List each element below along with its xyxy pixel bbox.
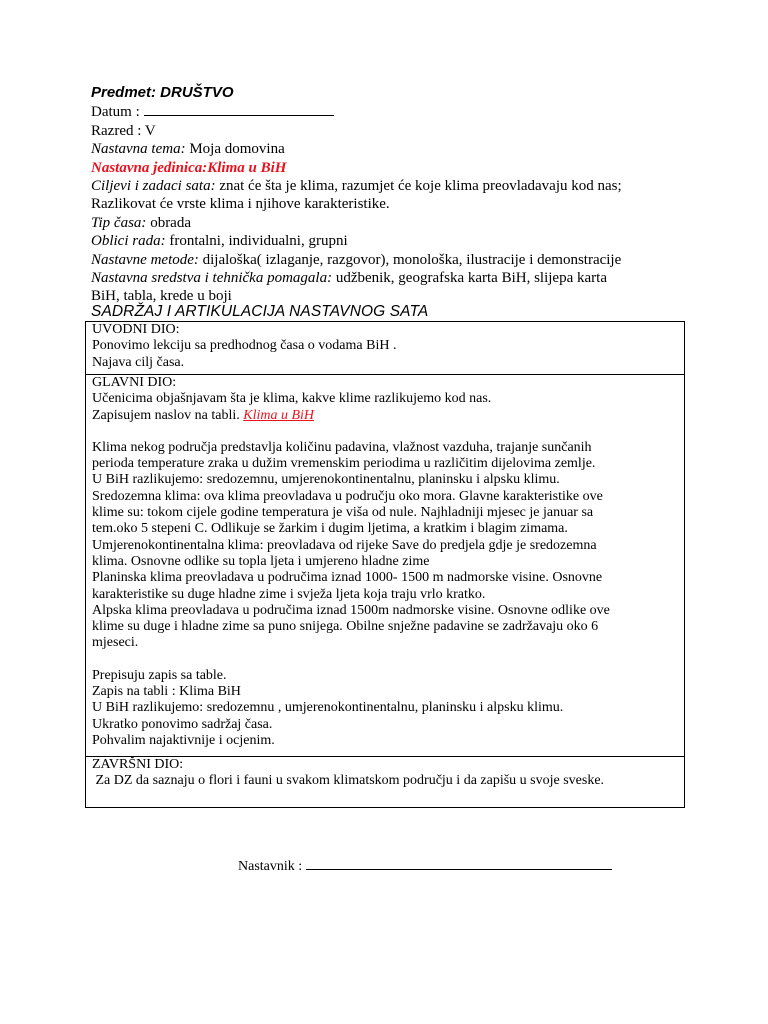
body-line: tem.oko 5 stepeni C. Odlikuje se žarkim i dugim ljetima, a kratkim i blagim zimama. [92, 521, 568, 537]
main-title: GLAVNI DIO: [92, 375, 177, 390]
intro-section [86, 322, 684, 375]
goals-label: Ciljevi i zadaci sata: [91, 178, 216, 195]
date-blank[interactable] [144, 102, 334, 116]
work-forms-label: Oblici rada: [91, 233, 166, 250]
lesson-unit: Nastavna jedinica:Klima u BiH [91, 159, 287, 176]
intro-line: Najava cilj časa. [92, 354, 185, 370]
body-line: Alpska klima preovladava u područima iznad 1500m nadmorske visine. Osnovne odlike ove [92, 602, 610, 618]
aids-line2: BiH, tabla, krede u boji [91, 288, 232, 305]
climate-title-link[interactable]: Klima u BiH [243, 407, 315, 423]
topic-value: Moja domovina [189, 141, 285, 158]
closing-line: Pohvalim najaktivnije i ocjenim. [92, 732, 275, 748]
goals-line2: Razlikovat će vrste klima i njihove karakteristike. [91, 196, 390, 213]
body-line: klima. Osnovne odlike su topla ljeta i umjereno hladne zime [92, 553, 430, 569]
main-section [86, 375, 684, 757]
methods-label: Nastavne metode: [91, 251, 199, 268]
section-title: SADRŽAJ I ARTIKULACIJA NASTAVNOG SATA [91, 303, 429, 320]
signature-label: Nastavnik : [238, 859, 303, 874]
body-line: U BiH razlikujemo: sredozemnu, umjerenokontinentalnu, planinsku i alpsku klimu. [92, 472, 560, 488]
final-text: Za DZ da saznaju o flori i fauni u svakom klimatskom području i da zapišu u svoje sveske. [92, 773, 605, 789]
main-line: Zapisujem naslov na tabli. [92, 407, 240, 423]
aids-line1: udžbenik, geografska karta BiH, slijepa karta [335, 270, 607, 287]
topic-label: Nastavna tema: [91, 141, 186, 158]
body-line: mjeseci. [92, 635, 139, 651]
goals-line1: znat će šta je klima, razumjet će koje klima preovladavaju kod nas; [219, 178, 622, 195]
body-line: klime su: tokom cijele godine temperatura je viša od nule. Najhladniji mjesec je januar sa [92, 505, 594, 521]
body-line: perioda temperature zraka u dužim vremenskim periodima u različitim dijelovima zemlje. [92, 456, 596, 472]
date-label: Datum : [91, 104, 140, 121]
aids-label: Nastavna sredstva i tehnička pomagala: [91, 270, 333, 287]
teacher-signature [238, 856, 612, 875]
lesson-table [85, 321, 685, 808]
intro-title: UVODNI DIO: [92, 322, 180, 337]
body-line: Sredozemna klima: ova klima preovladava u području oko mora. Glavne karakteristike ove [92, 488, 603, 504]
final-title: ZAVRŠNI DIO: [92, 757, 184, 772]
main-line: Učenicima objašnjavam šta je klima, kakve klime razlikujemo kod nas. [92, 391, 492, 407]
closing-line: Prepisuju zapis sa table. [92, 667, 227, 683]
grade-label: Razred : [91, 122, 142, 139]
signature-blank[interactable] [306, 856, 612, 870]
body-line: karakteristike su duge hladne zime i svježa ljeta koja traju vrlo kratko. [92, 586, 486, 602]
closing-line: U BiH razlikujemo: sredozemnu , umjerenokontinentalnu, planinsku i alpsku klimu. [92, 700, 564, 716]
final-section [86, 757, 684, 808]
body-line: Umjerenokontinentalna klima: preovladava od rijeke Save do predjela gdje je sredozemna [92, 537, 597, 553]
closing-line: Zapis na tabli : Klima BiH [92, 684, 241, 700]
lesson-type-label: Tip časa: [91, 214, 147, 231]
subject-title: Predmet: DRUŠTVO [91, 84, 234, 101]
work-forms-value: frontalni, individualni, grupni [169, 233, 348, 250]
methods-value: dijaloška( izlaganje, razgovor), monološka, ilustracije i demonstracije [202, 251, 622, 268]
body-line: klime su duge i hladne zime sa puno snijega. Obilne snježne padavine se zadržavaju oko 6 [92, 619, 599, 635]
closing-line: Ukratko ponovimo sadržaj časa. [92, 716, 273, 732]
lesson-header [91, 84, 691, 306]
body-line: Planinska klima preovladava u područima iznad 1000- 1500 m nadmorske visine. Osnovne [92, 570, 603, 586]
body-line: Klima nekog područja predstavlja količinu padavina, vlažnost vazduha, trajanje sunčanih [92, 439, 592, 455]
grade-value: V [144, 122, 156, 139]
lesson-type-value: obrada [150, 214, 191, 231]
intro-line: Ponovimo lekciju sa predhodnog časa o vodama BiH . [92, 338, 397, 354]
